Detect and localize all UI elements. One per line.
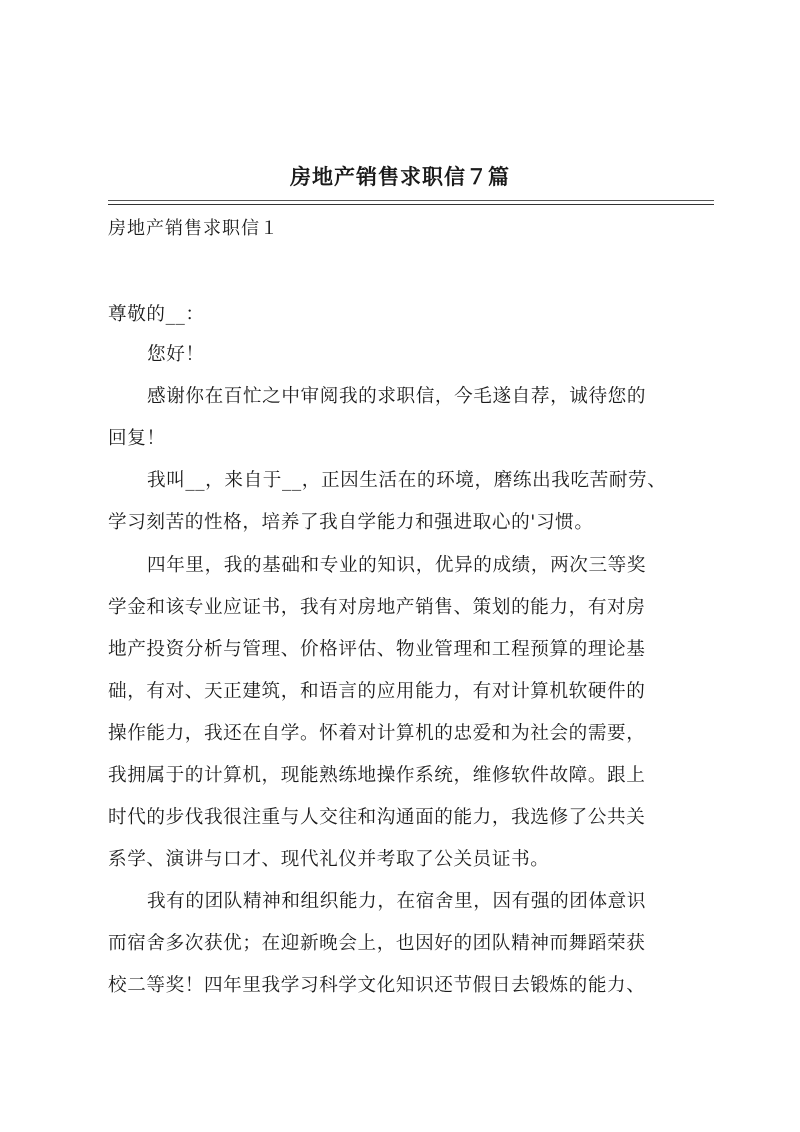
section-heading: 房地产销售求职信１ — [108, 218, 279, 239]
paragraph-line: 学习刻苦的性格，培养了我自学能力和强进取心的'习惯。 — [108, 512, 594, 533]
paragraph-line: 我有的团队精神和组织能力，在宿舍里，因有强的团体意识 — [147, 891, 647, 912]
paragraph-line: 地产投资分析与管理、价格评估、物业管理和工程预算的理论基 — [108, 639, 646, 660]
paragraph-line: 础，有对、天正建筑，和语言的应用能力，有对计算机软硬件的 — [108, 681, 646, 702]
paragraph-line: 我叫__，来自于__，正因生活在的环境，磨练出我吃苦耐劳、 — [147, 470, 667, 491]
paragraph-line: 操作能力，我还在自学。怀着对计算机的忠爱和为社会的需要， — [108, 723, 646, 744]
salutation: 尊敬的__： — [108, 304, 205, 325]
title-divider-thick — [108, 204, 714, 205]
paragraph-line: 我拥属于的计算机，现能熟练地操作系统，维修软件故障。跟上 — [108, 765, 646, 786]
title-divider-thin — [108, 200, 714, 201]
paragraph-line: 校二等奖！四年里我学习科学文化知识还节假日去锻炼的能力、 — [108, 975, 646, 996]
paragraph-line: 学金和该专业应证书，我有对房地产销售、策划的能力，有对房 — [108, 597, 646, 618]
paragraph-line: 而宿舍多次获优；在迎新晚会上，也因好的团队精神而舞蹈荣获 — [108, 933, 646, 954]
document-title: 房地产销售求职信７篇 — [290, 164, 510, 189]
paragraph-line: 时代的步伐我很注重与人交往和沟通面的能力，我选修了公共关 — [108, 807, 646, 828]
greeting: 您好！ — [147, 344, 205, 365]
paragraph-line: 感谢你在百忙之中审阅我的求职信，今毛遂自荐，诚待您的 — [147, 386, 647, 407]
paragraph-line: 四年里，我的基础和专业的知识，优异的成绩，两次三等奖 — [147, 555, 647, 576]
paragraph-line: 系学、演讲与口才、现代礼仪并考取了公关员证书。 — [108, 849, 550, 870]
paragraph-line: 回复！ — [108, 428, 166, 449]
